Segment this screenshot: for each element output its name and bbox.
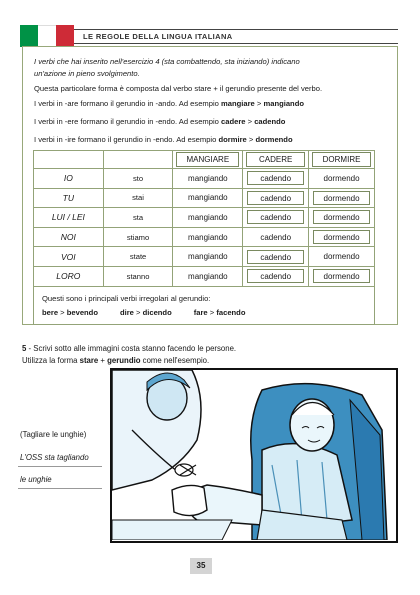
conjugation-table [33, 150, 375, 325]
pronoun-cell: IO [34, 169, 104, 189]
gerund-value: cadendo [247, 269, 304, 283]
gerund-cell [309, 266, 375, 286]
gerund-cell [309, 227, 375, 247]
pronoun-cell: LUI / LEI [34, 208, 104, 228]
flag-white-stripe [38, 25, 56, 47]
irregular-item [42, 306, 98, 319]
irregular-cell [34, 286, 375, 324]
rule-ere [34, 116, 384, 128]
gerund-cell: mangiando [173, 227, 243, 247]
gerund-cell: mangiando [173, 247, 243, 267]
gerund-cell [309, 208, 375, 228]
rule-ire-text: I verbi in -ire formano il gerundio in -endo. Ad esempio [34, 135, 217, 144]
gerund-value: cadendo [247, 250, 304, 264]
irregular-item [194, 306, 246, 319]
stare-cell: sto [103, 169, 173, 189]
irregular-sep: > [60, 307, 65, 317]
answer-rule-2 [18, 488, 102, 489]
gerund-value: dormendo [313, 210, 370, 224]
gerund-cell: mangiando [173, 266, 243, 286]
pronoun-cell: TU [34, 188, 104, 208]
gerund-cell [243, 169, 309, 189]
exercise-gerundio: gerundio [107, 355, 141, 365]
answer-line-2: le unghie [20, 475, 52, 484]
rule-ire [34, 134, 384, 146]
irregular-intro: Questi sono i principali verbi irregolari al gerundio: [42, 293, 211, 303]
gerund-cell [243, 188, 309, 208]
gerund-value: dormendo [313, 269, 370, 283]
flag-green-stripe [20, 25, 38, 47]
nail-cutting-illustration [110, 368, 398, 543]
stare-cell: state [103, 247, 173, 267]
pronoun-cell: LORO [34, 266, 104, 286]
gerund-cell: mangiando [173, 188, 243, 208]
exercise-prompt: (Tagliare le unghie) [20, 430, 87, 439]
table-header-empty [34, 151, 104, 169]
exercise-plus: + [98, 355, 108, 365]
table-header-cell [243, 151, 309, 169]
gerund-cell: mangiando [173, 169, 243, 189]
exercise-line2 [22, 355, 236, 367]
answer-rule-1 [18, 466, 102, 467]
rule-are-from: mangiare [221, 99, 255, 108]
irregular-sep: > [136, 307, 141, 317]
stare-cell: stanno [103, 266, 173, 286]
header-dormire: DORMIRE [312, 152, 371, 167]
exercise-instructions [22, 343, 236, 366]
rule-ere-sep: > [247, 117, 253, 126]
pronoun-cell: NOI [34, 227, 104, 247]
rule-ire-to: dormendo [255, 135, 293, 144]
illustration-drawing [112, 370, 395, 540]
rule-are-sep: > [256, 99, 262, 108]
exercise-number: 5 [22, 344, 27, 353]
gerund-value: cadendo [247, 171, 304, 185]
gerund-cell: dormendo [309, 247, 375, 267]
flag-red-stripe [56, 25, 74, 47]
stare-cell: stai [103, 188, 173, 208]
gerund-value: dormendo [313, 191, 370, 205]
table-header-empty [103, 151, 173, 169]
irregular-list [42, 306, 374, 319]
table-header-cell [173, 151, 243, 169]
header-cadere: CADERE [246, 152, 305, 167]
irregular-from: bere [42, 307, 59, 317]
rules-structure: Questa particolare forma è composta dal verbo stare + il gerundio presente del verbo. [34, 84, 323, 93]
rule-are-text: I verbi in -are formano il gerundio in -ando. Ad esempio [34, 99, 219, 108]
table-header-cell [309, 151, 375, 169]
gerund-value: cadendo [247, 210, 304, 224]
gerund-cell: mangiando [173, 208, 243, 228]
rule-ere-from: cadere [221, 117, 246, 126]
exercise-stare: stare [79, 355, 99, 365]
table-row [34, 227, 375, 247]
gerund-cell: dormendo [309, 169, 375, 189]
rule-ire-sep: > [248, 135, 254, 144]
irregular-row [34, 286, 375, 324]
table-header-row [34, 151, 375, 169]
rule-are-to: mangiando [263, 99, 304, 108]
irregular-to: dicendo [142, 307, 172, 317]
section-title: LE REGOLE DELLA LINGUA ITALIANA [83, 32, 233, 41]
header-mangiare: MANGIARE [176, 152, 239, 167]
pronoun-cell: VOI [34, 247, 104, 267]
table-row [34, 188, 375, 208]
gerund-cell [243, 247, 309, 267]
irregular-sep: > [209, 307, 215, 317]
exercise-instruction-post: come nell'esempio. [140, 355, 210, 365]
irregular-from: dire [119, 307, 134, 317]
exercise-line1 [22, 343, 236, 355]
irregular-from: fare [193, 307, 208, 317]
rule-are [34, 98, 384, 110]
irregular-to: bevendo [66, 307, 98, 317]
irregular-item [120, 306, 172, 319]
table-row [34, 266, 375, 286]
exercise-instruction-1: - Scrivi sotto alle immagini costa stanno facendo le persone. [26, 344, 237, 353]
rules-intro-line2: un'azione in pieno svolgimento. [34, 69, 140, 78]
table-row [34, 247, 375, 267]
gerund-value: dormendo [313, 230, 370, 244]
irregular-to: facendo [216, 307, 246, 317]
gerund-cell [309, 188, 375, 208]
exercise-instruction-pre: Utilizza la forma [22, 355, 80, 365]
stare-cell: stiamo [103, 227, 173, 247]
stare-cell: sta [103, 208, 173, 228]
rules-intro-line1: I verbi che hai inserito nell'esercizio 4 (sta combattendo, sta iniziando) indicano [34, 57, 300, 66]
gerund-cell: cadendo [243, 227, 309, 247]
rule-ere-text: I verbi in -ere formano il gerundio in -endo. Ad esempio [34, 117, 219, 126]
gerund-value: cadendo [247, 191, 304, 205]
table-row [34, 169, 375, 189]
gerund-cell [243, 266, 309, 286]
italian-flag [20, 25, 74, 47]
gerund-cell [243, 208, 309, 228]
page-number: 35 [190, 558, 212, 574]
table-row [34, 208, 375, 228]
rules-intro [34, 56, 384, 80]
rule-ere-to: cadendo [254, 117, 286, 126]
rule-ire-from: dormire [218, 135, 247, 144]
answer-line-1: L'OSS sta tagliando [20, 453, 89, 462]
